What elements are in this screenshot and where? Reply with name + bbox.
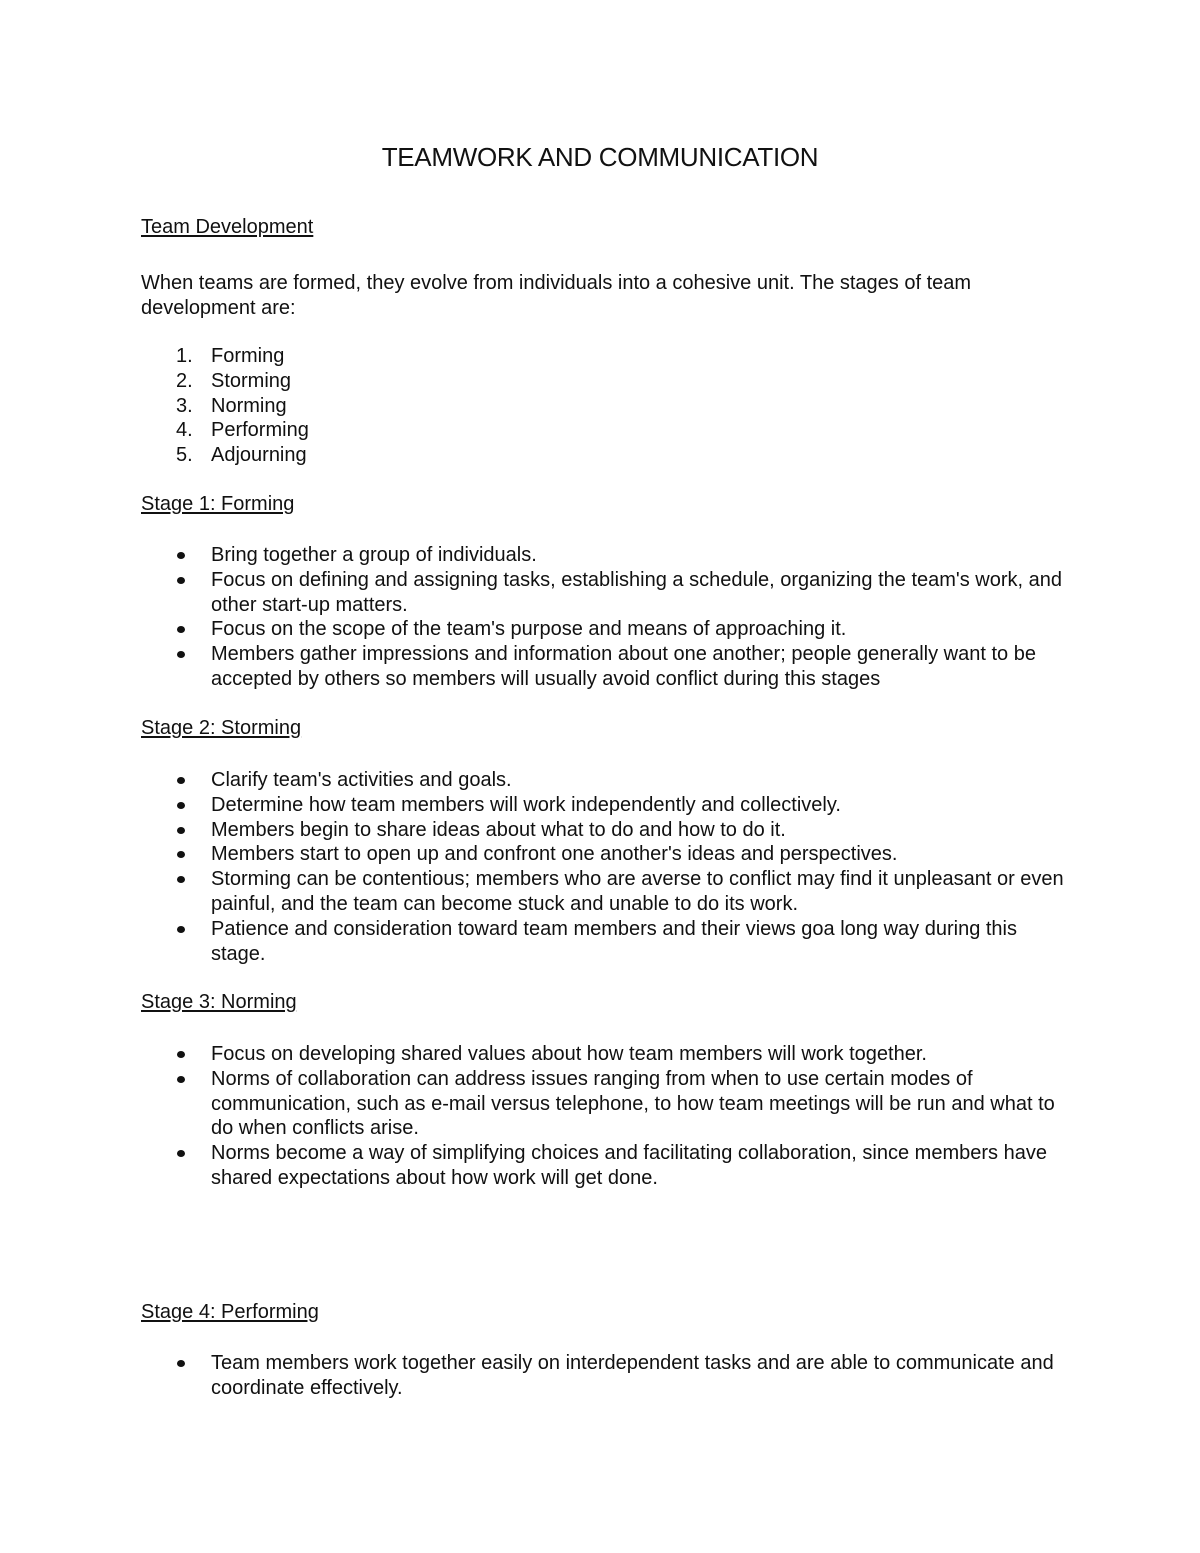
list-item-text: Storming can be contentious; members who are averse to conflict may find it unpleasant or even painful, and the team can become stuck and unable to do its work. (211, 868, 1064, 915)
bullet-icon (177, 626, 185, 633)
list-item (141, 1351, 1071, 1401)
list-item (141, 394, 1071, 419)
heading-stage-1: Stage 1: Forming (141, 493, 295, 515)
list-item-text: Team members work together easily on interdependent tasks and are able to communicate and coordinate effectively. (211, 1352, 1054, 1399)
list-item (141, 369, 1071, 394)
list-item-text: Members begin to share ideas about what to do and how to do it. (211, 818, 786, 841)
list-item (141, 1042, 1071, 1067)
list-number: 1. (176, 345, 193, 367)
list-number: 4. (176, 419, 193, 442)
stage-4-bullets (141, 1351, 1071, 1401)
list-item-text: Norms of collaboration can address issues ranging from when to use certain modes of communication, such as e-mail versus telephone, to how team meetings will be run and what to do when conflicts arise. (211, 1067, 1055, 1140)
bullet-icon (177, 552, 185, 559)
bullet-icon (177, 1076, 185, 1083)
list-item (141, 543, 1071, 568)
list-item-text: Performing (211, 419, 309, 442)
bullet-icon (177, 777, 185, 784)
list-item (141, 793, 1071, 818)
list-item (141, 1141, 1071, 1191)
intro-paragraph: When teams are formed, they evolve from individuals into a cohesive unit. The stages of team development are: (141, 272, 972, 319)
list-item-text: Focus on defining and assigning tasks, establishing a schedule, organizing the team's work, and other start-up matters. (211, 568, 1062, 616)
list-item (141, 818, 1071, 843)
list-number: 5. (176, 444, 193, 467)
list-item (141, 344, 1071, 369)
list-number: 3. (176, 394, 193, 417)
list-item-text: Adjourning (211, 444, 307, 467)
list-item (141, 617, 1071, 642)
heading-stage-3: Stage 3: Norming (141, 991, 297, 1013)
bullet-icon (177, 651, 185, 658)
list-item-text: Members start to open up and confront one another's ideas and perspectives. (211, 843, 898, 866)
list-item-text: Determine how team members will work independently and collectively. (211, 793, 841, 816)
stages-list (141, 344, 1071, 468)
list-item (141, 1067, 1071, 1141)
bullet-icon (177, 851, 185, 858)
bullet-icon (177, 876, 185, 883)
list-item-text: Clarify team's activities and goals. (211, 769, 512, 791)
list-number: 2. (176, 369, 193, 392)
list-item (141, 867, 1071, 917)
list-item-text: Storming (211, 369, 292, 392)
heading-stage-2: Stage 2: Storming (141, 717, 302, 739)
list-item-text: Members gather impressions and information about one another; people generally want to be accepted by others so members will usually avoid conflict during this stages (211, 643, 1036, 690)
bullet-icon (177, 802, 185, 809)
heading-team-development: Team Development (141, 216, 314, 238)
list-item-text: Focus on the scope of the team's purpose and means of approaching it. (211, 618, 847, 641)
document-title: TEAMWORK AND COMMUNICATION (381, 142, 819, 172)
bullet-icon (177, 827, 185, 834)
list-item-text: Bring together a group of individuals. (211, 544, 537, 566)
list-item (141, 443, 1071, 468)
list-item (141, 768, 1071, 793)
stage-1-bullets (141, 543, 1071, 692)
bullet-icon (177, 1360, 185, 1367)
list-item (141, 917, 1071, 967)
list-item-text: Norms become a way of simplifying choices and facilitating collaboration, since members have shared expectations about how work will get done. (211, 1142, 1047, 1189)
list-item (141, 568, 1071, 618)
list-item (141, 642, 1071, 692)
list-item-text: Norming (211, 394, 287, 417)
list-item-text: Patience and consideration toward team members and their views goa long way during this stage. (211, 917, 1017, 965)
heading-stage-4: Stage 4: Performing (141, 1301, 319, 1323)
bullet-icon (177, 1051, 185, 1058)
bullet-icon (177, 926, 185, 933)
bullet-icon (177, 577, 185, 584)
list-item-text: Forming (211, 345, 285, 367)
list-item-text: Focus on developing shared values about how team members will work together. (211, 1043, 927, 1065)
list-item (141, 418, 1071, 443)
stage-3-bullets (141, 1042, 1071, 1191)
stage-2-bullets (141, 768, 1071, 966)
bullet-icon (177, 1150, 185, 1157)
list-item (141, 842, 1071, 867)
